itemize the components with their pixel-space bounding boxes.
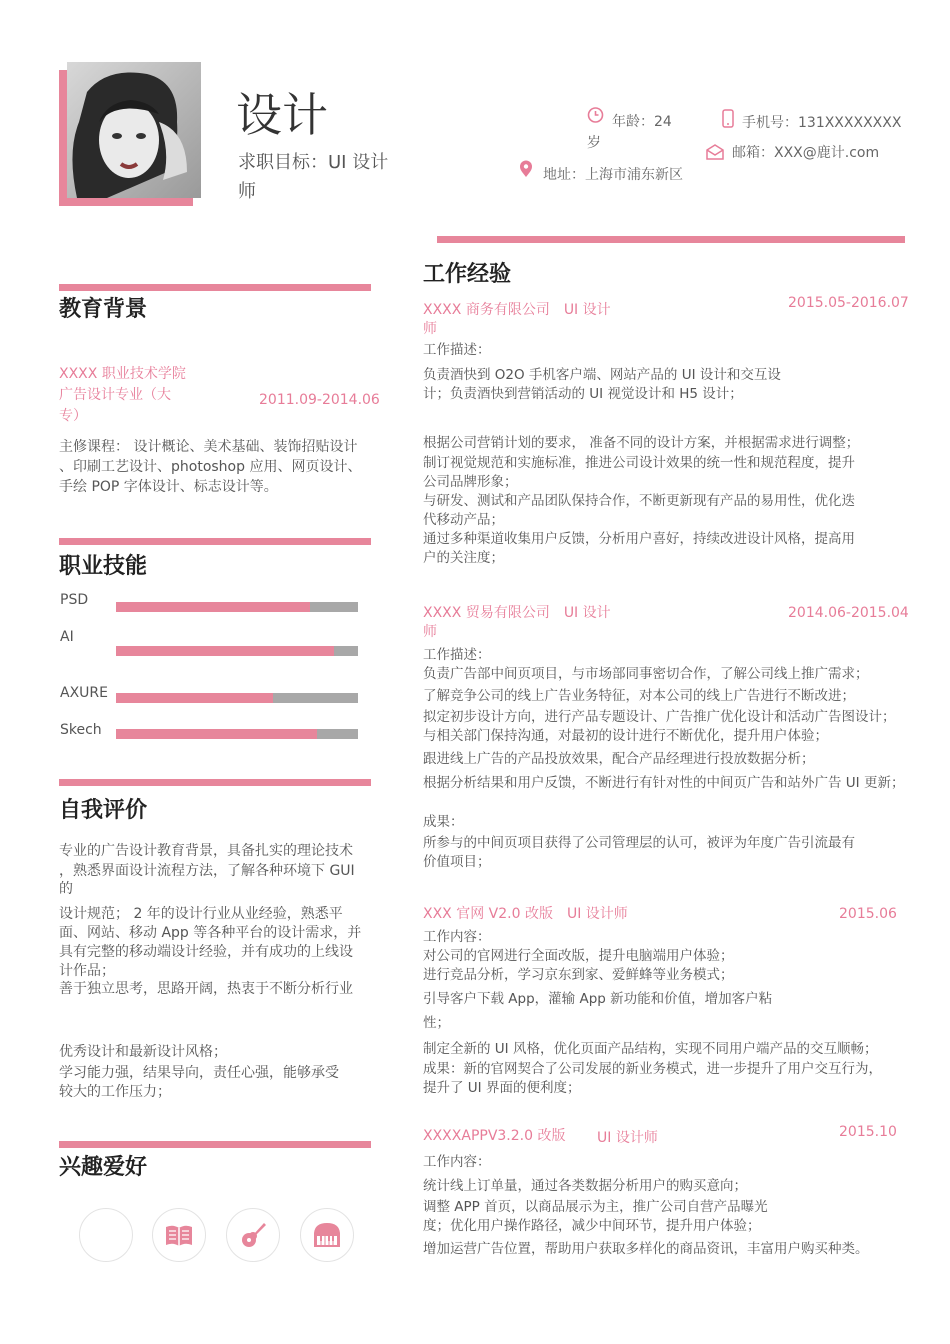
skill-bar [116, 693, 358, 703]
self-eval-divider [59, 779, 371, 786]
job-line: 对公司的官网进行全面改版，提升电脑端用户体验； [423, 948, 734, 964]
hobbies-title: 兴趣爱好 [59, 1155, 148, 1180]
skill-bar-fill [116, 646, 334, 656]
clock-icon [587, 106, 604, 123]
skill-bar-fill [116, 729, 317, 739]
address-text: 地址：上海市浦东新区 [543, 167, 683, 183]
skill-name: PSD [60, 592, 89, 608]
job-date: 2015.10 [839, 1124, 897, 1140]
job-line: 跟进线上广告的产品投放效果，配合产品经理进行投放数据分析； [423, 751, 815, 767]
job-line: 制订视觉规范和实施标准，推进公司设计效果的统一性和规范程度，提升 [423, 455, 855, 471]
job-line: 工作内容： [423, 929, 491, 945]
job-company-wrap: 师 [423, 624, 437, 640]
job-line: 工作描述： [423, 342, 491, 358]
self-eval-line: 面、网站、移动 App 等各种平台的设计需求，并 [59, 925, 362, 941]
job-line: 提升了 UI 界面的便利度； [423, 1080, 581, 1096]
hobbies-divider [59, 1141, 371, 1148]
job-line: 调整 APP 首页，以商品展示为主，推广公司自营产品曝光 [423, 1199, 768, 1215]
self-eval-line: 善于独立思考，思路开阔，热衷于不断分析行业 [59, 981, 353, 997]
resume-name: 设计 [236, 88, 328, 142]
envelope-icon [705, 144, 725, 160]
profile-photo [67, 62, 201, 198]
job-line: 增加运营广告位置，帮助用户获取多样化的商品资讯，丰富用户购买种类。 [423, 1241, 869, 1257]
skill-bar [116, 602, 358, 612]
work-divider [437, 236, 905, 243]
self-eval-title: 自我评价 [59, 798, 148, 823]
job-role: UI 设计师 [597, 1130, 658, 1146]
job-date: 2014.06-2015.04 [788, 605, 909, 621]
job-company: XXXXAPPV3.2.0 改版 [423, 1128, 566, 1144]
job-line: 通过多种渠道收集用户反馈，分析用户喜好，持续改进设计风格，提高用 [423, 531, 855, 547]
self-eval-line: ，熟悉界面设计流程方法，了解各种环境下 GUI [59, 863, 355, 879]
job-line: 计；负责酒快到营销活动的 UI 视觉设计和 H5 设计； [423, 386, 743, 402]
major-name: 广告设计专业（大 [59, 387, 171, 403]
skill-bar-fill [116, 693, 273, 703]
major-name-wrap: 专） [59, 408, 87, 424]
job-company: XXX 官网 V2.0 改版 UI 设计师 [423, 906, 628, 922]
job-line: 所参与的中间页项目获得了公司管理层的认可，被评为年度广告引流最有 [423, 835, 855, 851]
job-date: 2015.05-2016.07 [788, 295, 909, 311]
self-eval-line: 较大的工作压力； [59, 1084, 171, 1100]
skills-divider [59, 538, 371, 545]
job-objective-wrap: 师 [238, 181, 256, 202]
job-line: 负责广告部中间页项目，与市场部同事密切合作，了解公司线上推广需求； [423, 666, 869, 682]
phone-text: 手机号：131XXXXXXXX [742, 115, 902, 131]
job-line: 与研发、测试和产品团队保持合作，不断更新现有产品的易用性，优化迭 [423, 493, 855, 509]
job-line: 成果： [423, 814, 464, 830]
education-title: 教育背景 [59, 297, 148, 322]
self-eval-line: 计作品； [59, 963, 115, 979]
job-line: 拟定初步设计方向，进行产品专题设计、广告推广优化设计和活动广告图设计； [423, 709, 896, 725]
job-line: 价值项目； [423, 854, 491, 870]
job-line: 成果：新的官网契合了公司发展的新业务模式，进一步提升了用户交互行为， [423, 1061, 882, 1077]
skills-title: 职业技能 [59, 554, 148, 579]
job-line: 工作内容： [423, 1154, 491, 1170]
guitar-icon [226, 1208, 280, 1262]
piano-icon [300, 1208, 354, 1262]
skill-name: AI [60, 629, 74, 645]
job-line: 负责酒快到 O2O 手机客户端、网站产品的 UI 设计和交互设 [423, 367, 781, 383]
age-text-wrap: 岁 [587, 135, 601, 151]
job-line: 性； [423, 1015, 450, 1031]
self-eval-line: 学习能力强，结果导向，责任心强，能够承受 [59, 1065, 339, 1081]
email-text: 邮箱：XXX@鹿计.com [732, 145, 880, 161]
job-line: 引导客户下载 App，灌输 App 新功能和价值，增加客户粘 [423, 991, 773, 1007]
job-line: 了解竞争公司的线上广告业务特征，对本公司的线上广告进行不断改进； [423, 688, 855, 704]
courses-line: 手绘 POP 字体设计、标志设计等。 [59, 479, 278, 495]
skill-bar [116, 729, 358, 739]
skill-name: Skech [60, 722, 102, 738]
courses-line: 、印刷工艺设计、photoshop 应用、网页设计、 [59, 459, 362, 475]
education-date: 2011.09-2014.06 [259, 392, 380, 408]
work-title: 工作经验 [423, 262, 512, 287]
job-line: 公司品牌形象； [423, 474, 518, 490]
job-line: 代移动产品； [423, 512, 504, 528]
age-text: 年龄：24 [612, 114, 672, 130]
courses-line: 主修课程： 设计概论、美术基础、装饰招贴设计 [59, 439, 358, 455]
job-line: 根据分析结果和用户反馈，不断进行有针对性的中间页广告和站外广告 UI 更新； [423, 775, 905, 791]
job-line: 统计线上订单量，通过各类数据分析用户的购买意向； [423, 1178, 747, 1194]
job-objective: 求职目标：UI 设计 [238, 152, 389, 173]
self-eval-line: 设计规范； 2 年的设计行业从业经验，熟悉平 [59, 906, 343, 922]
job-line: 制定全新的 UI 风格，优化页面产品结构，实现不同用户端产品的交互顺畅； [423, 1041, 878, 1057]
job-company-wrap: 师 [423, 321, 437, 337]
self-eval-line: 专业的广告设计教育背景，具备扎实的理论技术 [59, 843, 353, 859]
job-line: 根据公司营销计划的要求， 准备不同的设计方案，并根据需求进行调整； [423, 435, 860, 451]
self-eval-line: 优秀设计和最新设计风格； [59, 1044, 227, 1060]
job-date: 2015.06 [839, 906, 897, 922]
skill-name: AXURE [60, 685, 108, 701]
education-divider [59, 284, 371, 291]
job-company: XXXX 贸易有限公司 UI 设计 [423, 605, 611, 621]
job-line: 度；优化用户操作路径，减少中间环节，提升用户体验； [423, 1218, 761, 1234]
job-line: 进行竞品分析，学习京东到家、爱鲜蜂等业务模式； [423, 967, 734, 983]
self-eval-line: 的 [59, 881, 73, 897]
job-line: 与相关部门保持沟通，对最初的设计进行不断优化，提升用户体验； [423, 728, 828, 744]
school-name: XXXX 职业技术学院 [59, 366, 186, 382]
job-line: 工作描述： [423, 647, 491, 663]
phone-icon [722, 109, 734, 128]
skill-bar [116, 646, 358, 656]
skill-bar-fill [116, 602, 310, 612]
location-pin-icon [519, 160, 533, 178]
job-line: 户的关注度； [423, 550, 504, 566]
blank-icon [79, 1208, 133, 1262]
job-company: XXXX 商务有限公司 UI 设计 [423, 302, 611, 318]
self-eval-line: 具有完整的移动端设计经验，并有成功的上线设 [59, 944, 353, 960]
book-icon [152, 1208, 206, 1262]
